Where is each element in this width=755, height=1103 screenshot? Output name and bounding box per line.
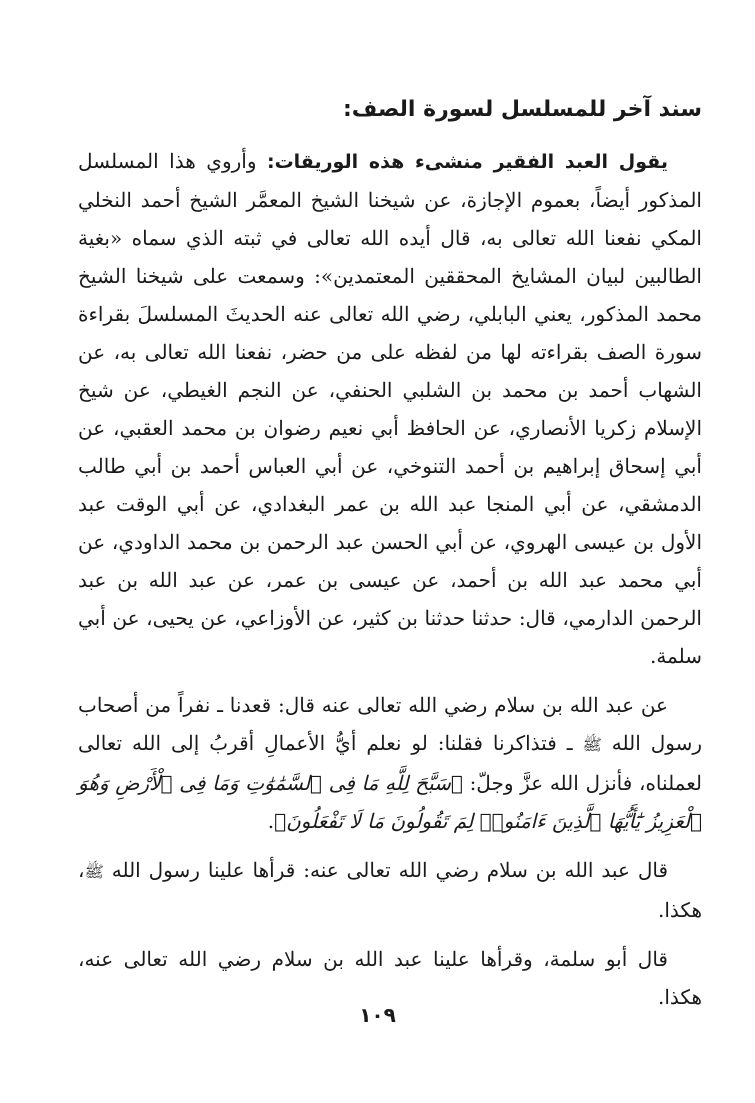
page-number: ١٠٩ — [359, 1003, 396, 1027]
quran-verse: ﴿سَبَّحَ لِلَّهِ مَا فِى ٱلسَّمَٰوَٰتِ وَمَا فِى ٱلْأَرْضِ وَهُوَ ٱلْعَزِيزُ يَٰٓأَيُّهَا ٱلَّذِينَ ءَامَنُوا۟ لِمَ تَقُولُونَ مَا لَا تَفْعَلُونَ﴾ — [78, 771, 702, 833]
paragraph-3 — [78, 851, 702, 929]
paragraph-2-text-b: ـ فتذاكرنا فقلنا: لو نعلم أيُّ الأعمالِ أقربُ إلى الله تعالى لعملناه، فأنزل الله عزَّ وجلّ: — [78, 731, 702, 795]
paragraph-3-text-b: ، هكذا. — [78, 858, 702, 922]
page-content — [78, 92, 702, 1016]
paragraph-1-text: وأروي هذا المسلسل المذكور أيضاً، بعموم الإجازة، عن شيخنا الشيخ المعمَّر الشيخ أحمد النخلي المكي نفعنا الله تعالى به، قال أيده الله تعالى في ثبته الذي سماه «بغية الطالبين لبيان المشايخ المحققين المعتمدين»: وسمعت على شيخنا الشيخ محمد المذكور، يعني البابلي، رضي الله تعالى عنه الحديثَ المسلسلَ بقراءة سورة الصف بقراءته لها من لفظه على من حضر، نفعنا الله تعالى به، عن الشهاب أحمد بن محمد بن الشلبي الحنفي، عن النجم الغيطي، عن شيخ الإسلام زكريا الأنصاري، عن الحافظ أبي نعيم رضوان بن محمد العقبي، عن أبي إسحاق إبراهيم بن أحمد التنوخي، عن أبي العباس أحمد بن أبي طالب الدمشقي، عن أبي المنجا عبد الله بن عمر البغدادي، عن أبي الوقت عبد الأول بن عيسى الهروي، عن أبي الحسن عبد الرحمن بن محمد الداودي، عن أبي محمد عبد الله بن أحمد، عن عيسى بن عمر، عن عبد الله بن عبد الرحمن الدارمي، قال: حدثنا حدثنا بن كثير، عن الأوزاعي، عن يحيى، عن أبي سلمة. — [78, 149, 702, 668]
salutation-glyph: ﷺ — [582, 735, 602, 754]
paragraph-1 — [78, 142, 702, 675]
salutation-glyph: ﷺ — [84, 862, 104, 881]
paragraph-4-text: قال أبو سلمة، وقرأها علينا عبد الله بن سلام رضي الله تعالى عنه، هكذا. — [78, 947, 702, 1009]
paragraph-2-text-c: . — [267, 809, 275, 833]
paragraph-3-text-a: قال عبد الله بن سلام رضي الله تعالى عنه: قرأها علينا رسول الله — [103, 858, 668, 882]
section-heading: سند آخر للمسلسل لسورة الصف: — [343, 97, 702, 122]
paragraph-2-text-a: عن عبد الله بن سلام رضي الله تعالى عنه قال: قعدنا ـ نفراً من أصحاب رسول الله — [78, 693, 702, 755]
paragraph-1-lead: يقول العبد الفقير منشىء هذه الوريقات: — [266, 151, 668, 173]
paragraph-2 — [78, 686, 702, 840]
